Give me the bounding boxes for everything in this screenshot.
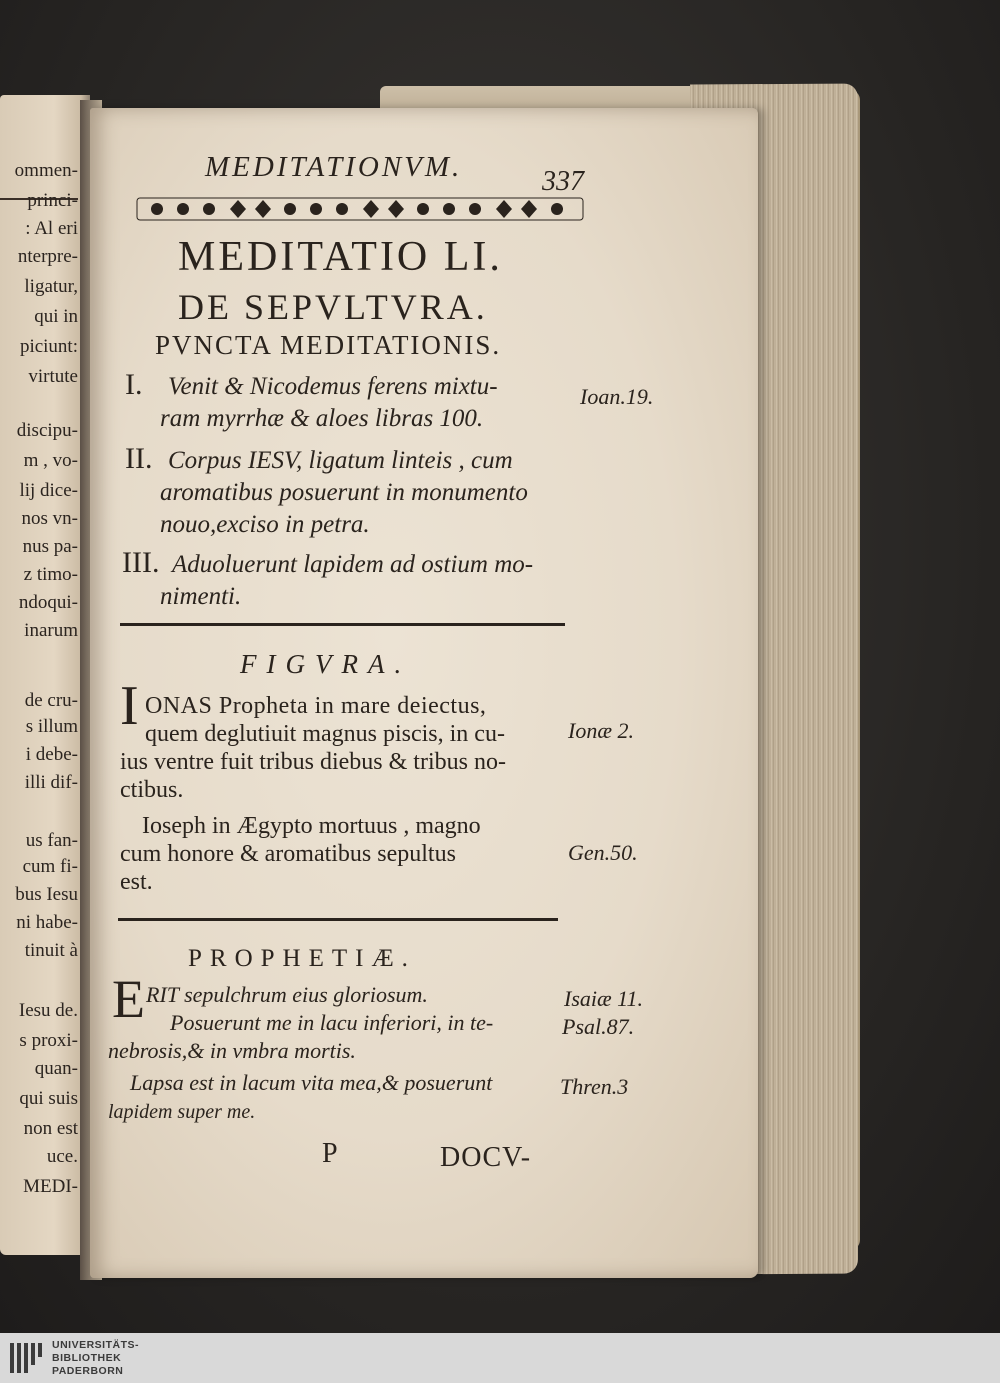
left-page-line: discipu- [16, 420, 78, 441]
left-page-line: illi dif- [24, 772, 78, 793]
punctum-line: aromatibus posuerunt in monumento [160, 479, 528, 506]
section-rule [120, 623, 565, 626]
prophetia-line: Posuerunt me in lacu inferiori, in te- [170, 1010, 494, 1035]
left-page-line: virtute [28, 366, 78, 387]
right-page [90, 108, 758, 1278]
puncta-heading: PVNCTA MEDITATIONIS. [155, 330, 502, 360]
figura-line: ctibus. [120, 777, 184, 803]
left-page-line: s illum [25, 716, 78, 737]
left-page-line: qui in [34, 306, 78, 327]
figura-line: Ioseph in Ægypto mortuus , magno [142, 813, 481, 839]
meditation-title: MEDITATIO LI. [178, 234, 503, 280]
left-page-line: lij dice- [19, 480, 78, 501]
left-page-line: nterpre- [17, 246, 78, 267]
left-page-line: ligatur, [24, 276, 78, 297]
prophetia-line: RIT sepulchrum eius gloriosum. [146, 982, 428, 1007]
left-page-line: MEDI- [23, 1176, 78, 1197]
left-page-line: bus Iesu [15, 884, 78, 905]
figura-line: cum honore & aromatibus sepultus [120, 841, 456, 867]
library-name-line: BIBLIOTHEK [52, 1352, 122, 1364]
left-page-line: uce. [46, 1146, 78, 1167]
left-page-line: s proxi- [19, 1030, 78, 1051]
footer-bar [0, 1333, 1000, 1383]
margin-reference: Isaiæ 11. [564, 986, 644, 1011]
left-page-line: : Al eri [25, 218, 78, 239]
figura-line: ius ventre fuit tribus diebus & tribus no- [120, 749, 506, 775]
figura-heading: FIGVRA. [240, 649, 412, 679]
left-page-line: non est [23, 1118, 78, 1139]
left-page-line: ni habe- [16, 912, 78, 933]
punctum-line: Venit & Nicodemus ferens mixtu- [168, 373, 498, 400]
punctum-line: nimenti. [160, 583, 242, 610]
left-page-line: z timo- [23, 564, 78, 585]
prophetiae-heading: PROPHETIÆ. [188, 945, 416, 972]
ornament-band-icon [135, 192, 585, 226]
meditation-subtitle: DE SEPVLTVRA. [178, 287, 488, 327]
left-page [0, 95, 90, 1255]
left-page-line: nos vn- [21, 508, 78, 529]
figura-line: quem deglutiuit magnus piscis, in cu- [145, 721, 505, 747]
left-page-line: Iesu de. [18, 1000, 78, 1021]
catchword: DOCV- [440, 1142, 532, 1173]
punctum-line: nouo,exciso in petra. [160, 511, 370, 538]
punctum-number: I. [125, 368, 143, 401]
left-page-line: cum fi- [22, 856, 78, 877]
left-page-line: tinuit à [24, 940, 78, 961]
page-number: 337 [542, 166, 584, 197]
prophetia-line: nebrosis,& in vmbra mortis. [108, 1038, 356, 1063]
left-page-line: m , vo- [23, 450, 78, 471]
drop-cap: E [112, 969, 145, 1029]
running-head: MEDITATIONVM. [205, 151, 463, 183]
left-page-line: piciunt: [19, 336, 78, 357]
library-name-line: PADERBORN [52, 1365, 124, 1377]
left-page-line: nus pa- [22, 536, 78, 557]
left-page-line: princi- [27, 190, 78, 211]
left-page-line: us fan- [25, 830, 78, 851]
punctum-number: III. [122, 546, 160, 579]
drop-cap: I [120, 675, 139, 737]
left-page-line: quan- [34, 1058, 78, 1079]
punctum-line: Aduoluerunt lapidem ad ostium mo- [172, 551, 534, 578]
margin-reference: Thren.3 [560, 1074, 629, 1099]
left-page-line: i debe- [25, 744, 78, 765]
left-page-line: de cru- [24, 690, 78, 711]
library-name-line: UNIVERSITÄTS- [52, 1339, 140, 1351]
margin-reference: Ioan.19. [580, 384, 654, 409]
left-page-line: inarum [24, 620, 78, 641]
section-rule [118, 918, 558, 921]
signature-mark: P [322, 1138, 338, 1169]
figura-line: est. [120, 869, 153, 895]
ub-paderborn-logo-icon [8, 1339, 46, 1377]
margin-reference: Ionæ 2. [568, 718, 634, 743]
prophetia-line: Lapsa est in lacum vita mea,& posuerunt [130, 1070, 493, 1095]
left-page-line: ndoqui- [18, 592, 78, 613]
punctum-line: ram myrrhæ & aloes libras 100. [160, 405, 484, 432]
figura-line: ONAS Propheta in mare deiectus, [145, 693, 487, 719]
prophetia-line: lapidem super me. [108, 1101, 256, 1123]
margin-reference: Gen.50. [568, 840, 638, 865]
left-page-line: ommen- [14, 160, 78, 181]
punctum-number: II. [125, 442, 153, 475]
left-page-line: qui suis [19, 1088, 78, 1109]
punctum-line: Corpus IESV, ligatum linteis , cum [168, 447, 513, 474]
margin-reference: Psal.87. [562, 1014, 635, 1039]
